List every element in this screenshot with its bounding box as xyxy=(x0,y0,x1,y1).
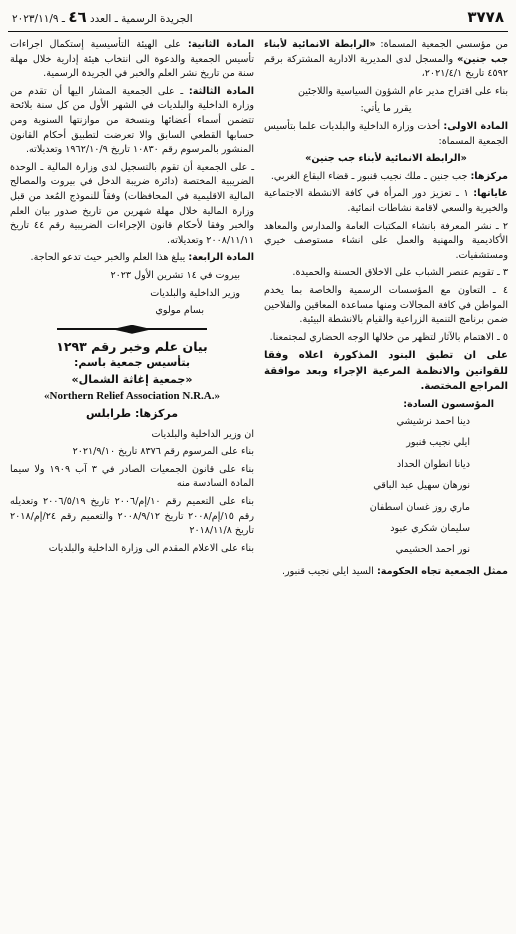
goal-1 xyxy=(264,187,508,216)
article-2-text: على الهيئة التأسيسية إستكمال اجراءات تأسيس الجمعية والدعوة الى انتخاب هيئة إدارية خلال مهلة سنة من تاريخ نشر العلم والخبر في الجريدة الرسمية. xyxy=(10,39,254,80)
notice-line-5: بناء على الاعلام المقدم الى وزارة الداخلية والبلديات xyxy=(48,542,254,554)
representative xyxy=(264,565,508,580)
article-4 xyxy=(10,251,254,266)
founder-item: نور احمد الحشيمي xyxy=(395,544,470,556)
association-name-centered: «الرابطة الانمائية لأبناء جب جنين» xyxy=(305,153,467,165)
article-1-title: المادة الاولى: xyxy=(443,120,508,132)
page-header xyxy=(8,6,508,32)
minister-name: بسام مولوي xyxy=(155,305,204,317)
page-number: ٣٧٧٨ xyxy=(467,8,504,26)
right-column xyxy=(264,38,508,582)
article-3 xyxy=(10,85,254,158)
goal-2: ٢ ـ نشر المعرفة بانشاء المكتبات العامة والمدارس والمعاهد الأكاديمية والمهنية والعمل على انشاء مستوصف خيري ومستشفيات. xyxy=(264,220,508,261)
article-3-title: المادة الثالثة: xyxy=(188,85,254,97)
decides-heading: يقرر ما يأتي: xyxy=(360,103,412,115)
goal-3: ٣ ـ تقويم عنصر الشباب على الاخلاق الحسنة والحميدة. xyxy=(292,267,508,279)
article-1-text: أخذت وزارة الداخلية والبلديات علما بتأسيس الجمعية المسماة: xyxy=(264,120,508,147)
representative-name: السيد ايلي نجيب قنبور. xyxy=(281,565,377,577)
headquarters xyxy=(264,170,508,185)
section-divider xyxy=(57,325,207,334)
notice-line-4: بناء على التعميم رقم ١٠/إم/٢٠٠٦ تاريخ ٢٠٠٦/٥/١٩ وتعديله رقم ١٥/إم/٢٠٠٨ تاريخ ٢٠٠٨/٩/١٢ والتعميم رقم ٢٤/إم/٢٠١٨ تاريخ ٢٠١٨/١١/٨ xyxy=(10,496,254,537)
intro-registration: والمسجل لدى المديرية الادارية المشتركة برقم ٤٥٩٢ تاريخ ٢٠٢١/٤/١، xyxy=(264,53,508,80)
founder-item: سليمان شكري عبود xyxy=(390,523,470,535)
proposal-paragraph: بناء على اقتراح مدير عام الشؤون السياسية واللاجئين xyxy=(297,85,508,97)
columns xyxy=(8,38,508,582)
goal-4: ٤ ـ التعاون مع المؤسسات الرسمية والخاصة بما يخدم المواطن في كافة المجالات ومنها مساعدة المعاقين والفلاحين ضمن برنامج التنمية الزراعية والقيام بالانشطة البيئية. xyxy=(264,284,508,326)
association-name: «الرابطة الانمائية لأبناء جب جنين» xyxy=(264,39,508,65)
founders-intro xyxy=(264,38,508,82)
issue-date: ـ ٢٠٢٣/١١/٩ xyxy=(12,13,65,25)
left-column xyxy=(10,38,254,582)
issue-number: ٤٦ xyxy=(68,8,87,26)
intro-text: من مؤسسي الجمعية المسماة: xyxy=(375,39,508,50)
condition-paragraph: على ان تطبق البنود المذكورة اعلاه وفقا للقوانين والانظمة المرعية الإجراء وبعد موافقة المراجع المختصة. xyxy=(264,350,508,393)
notice-title: بيان علم وخبر رقم ١٢٩٣ xyxy=(56,338,208,354)
notice-hq-text: طرابلس xyxy=(85,407,135,421)
article-4-text: يبلغ هذا العلم والخبر حيث تدعو الحاجة. xyxy=(30,252,189,264)
article-3-b: ـ على الجمعية أن تقوم بالتسجيل لدى وزارة المالية ـ الوحدة الضريبية المختصة (دائرة ضريبة الدخل في بيروت والمصالح المالية الاقليمية في المحافظات) وفقاً للنموذج المُعد من قبل وزارة المالية خلال مهلة شهرين من تاريخ صدور بيان العلم والخبر وفقا لأحكام قانون الإجراءات الضريبية رقم ٤٤ تاريخ ٢٠٠٨/١١/١١ وتعديلاته. xyxy=(10,161,254,246)
notice-line-3: بناء على قانون الجمعيات الصادر في ٣ آب ١٩٠٩ ولا سيما المادة السادسة منه xyxy=(10,463,255,490)
hq-label: مركزها: xyxy=(470,170,508,182)
notice-hq xyxy=(10,407,254,422)
founders-title: المؤسسون السادة: xyxy=(403,398,494,410)
notice-assoc-name-ar: «جمعية إغاثة الشمال» xyxy=(71,372,193,386)
article-3-text: ـ على الجمعية المشار اليها أن تقدم من وزارة الداخلية والبلديات في الشهر الأول من كل سنة بلائحة تتضمن أسماء أعضائها وبنسخة من موازنتها السنوية ومن حسابها القطعي السابق والا تعرضت لتطبيق أحكام القانون المنشور بالمرسوم رقم ١٠٨٣٠ تاريخ ١٩٦٢/١٠/٩ وتعديلاته. xyxy=(10,85,254,156)
article-4-title: المادة الرابعة: xyxy=(188,252,254,264)
notice-assoc-name-en: «Northern Relief Association N.R.A.» xyxy=(44,390,220,403)
founder-item: ديانا انطوان الحداد xyxy=(396,458,470,470)
goal-5: ٥ ـ الاهتمام بالآثار لتظهر من خلالها الوجه الحضاري لمجتمعنا. xyxy=(269,331,508,343)
divider-diamond xyxy=(112,325,152,334)
notice-hq-label: مركزها: xyxy=(134,407,179,421)
issue-info xyxy=(12,8,193,26)
article-2-title: المادة الثانية: xyxy=(187,39,254,50)
notice-subtitle: بتأسيس جمعية باسم: xyxy=(73,356,191,370)
founder-item: ماري روز غسان اسطفان xyxy=(369,501,470,513)
founder-item: نورهان سهيل عبد الباقي xyxy=(373,480,470,492)
place-date: بيروت في ١٤ تشرين الأول ٢٠٢٣ xyxy=(110,269,240,281)
minister-title: وزير الداخلية والبلديات xyxy=(150,287,240,299)
notice-line-1: ان وزير الداخلية والبلديات xyxy=(151,428,254,440)
founder-item: دينا احمد نرشيشي xyxy=(396,416,470,428)
goal-1-text: ١ ـ تعزيز دور المرأة في كافة الانشطة الاجتماعية والخيرية والسعي لاقامة نشاطات انمائية. xyxy=(264,188,508,214)
article-1 xyxy=(264,120,508,149)
founder-item: ايلي نجيب قنبور xyxy=(406,437,470,449)
founders-list xyxy=(264,415,508,558)
notice-line-2: بناء على المرسوم رقم ٨٣٧٦ تاريخ ٢٠٢١/٩/١٠ xyxy=(72,446,254,458)
representative-label: ممثل الجمعية تجاه الحكومة: xyxy=(376,565,508,577)
goals-label: غاياتها: xyxy=(473,188,508,200)
article-2 xyxy=(10,38,254,82)
issue-label: الجريدة الرسمية ـ العدد xyxy=(89,13,193,25)
hq-text: جب جنين ـ ملك نجيب قنبور ـ قضاء البقاع الغربي. xyxy=(270,170,471,182)
